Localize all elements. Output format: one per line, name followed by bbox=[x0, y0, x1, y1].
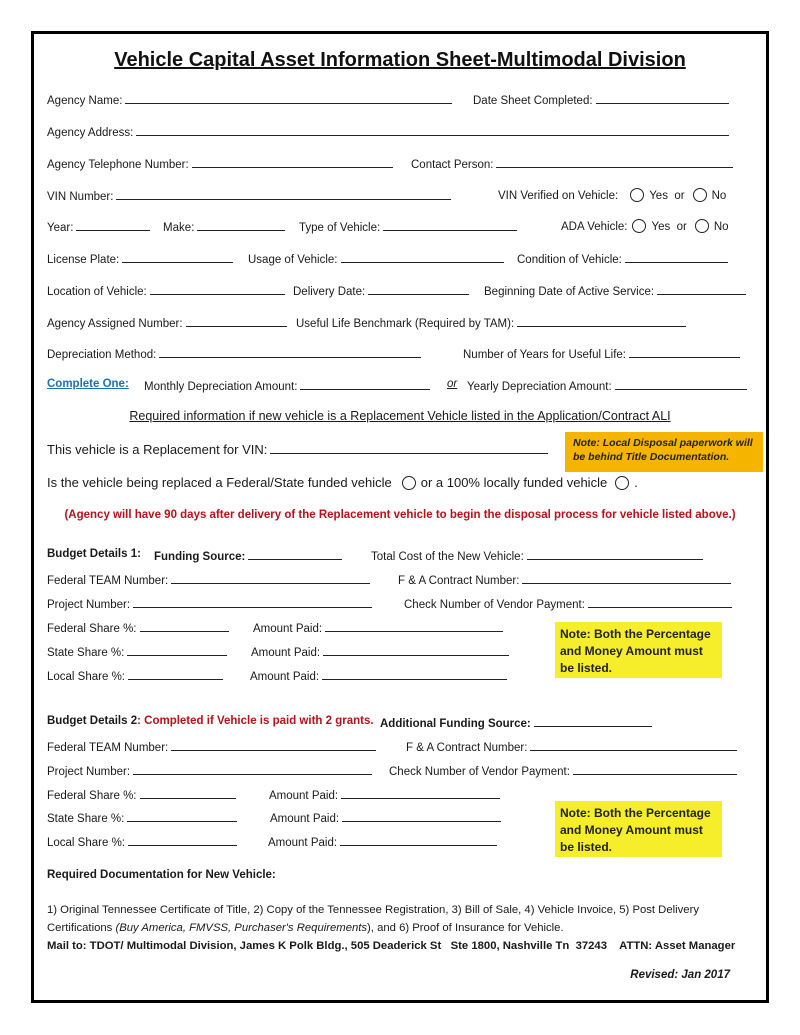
replacement-heading: Required information if new vehicle is a Replacement Vehicle listed in the Application/Contract ALI bbox=[129, 409, 671, 423]
vin-verified-label: VIN Verified on Vehicle: bbox=[498, 190, 619, 202]
vin-verified-group bbox=[498, 188, 726, 202]
yearly-depreciation-input[interactable] bbox=[615, 389, 747, 390]
federal-share-label: Federal Share %: bbox=[47, 790, 137, 802]
revised-date: Revised: Jan 2017 bbox=[630, 969, 730, 981]
type-of-vehicle-input[interactable] bbox=[383, 230, 517, 231]
agency-telephone-label: Agency Telephone Number: bbox=[47, 159, 189, 171]
license-plate-label: License Plate: bbox=[47, 254, 120, 266]
documentation-line2 bbox=[47, 922, 564, 934]
locally-funded-text: or a 100% locally funded vehicle bbox=[420, 475, 608, 490]
funding-source-label: Funding Source: bbox=[154, 551, 246, 563]
budget2-title: Budget Details 2 bbox=[47, 715, 138, 727]
license-plate-input[interactable] bbox=[122, 262, 233, 263]
ada-yes-radio[interactable] bbox=[632, 219, 646, 233]
amount-paid-label: Amount Paid: bbox=[253, 623, 323, 635]
make-label: Make: bbox=[163, 222, 195, 234]
agency-name-input[interactable] bbox=[125, 103, 452, 104]
ada-vehicle-group bbox=[561, 219, 729, 233]
delivery-date-field[interactable] bbox=[293, 282, 469, 298]
federal-state-funded-radio[interactable] bbox=[402, 476, 416, 490]
period: . bbox=[634, 475, 638, 490]
federal-team-input[interactable] bbox=[171, 583, 370, 584]
contact-person-input[interactable] bbox=[496, 167, 733, 168]
useful-life-benchmark-label: Useful Life Benchmark (Required by TAM): bbox=[296, 318, 515, 330]
b1-federal-team-field[interactable] bbox=[47, 571, 370, 587]
vin-verified-no-radio[interactable] bbox=[693, 188, 707, 202]
fa-contract-label: F & A Contract Number: bbox=[406, 742, 528, 754]
local-share-input[interactable] bbox=[128, 679, 223, 680]
yes-label: Yes bbox=[651, 221, 671, 233]
useful-life-benchmark-field[interactable] bbox=[296, 314, 686, 330]
replacement-vin-input[interactable] bbox=[270, 453, 548, 454]
agency-address-label: Agency Address: bbox=[47, 127, 134, 139]
federal-share-label: Federal Share %: bbox=[47, 623, 137, 635]
yearly-depreciation-field[interactable] bbox=[467, 377, 747, 393]
year-input[interactable] bbox=[76, 230, 150, 231]
usage-of-vehicle-field[interactable] bbox=[248, 250, 504, 266]
mail-to-address: Mail to: TDOT/ Multimodal Division, James K Polk Bldg., 505 Deaderick St Ste 1800, Nashville Tn 37243 ATTN: Asset Manager bbox=[47, 940, 736, 952]
page-title: Vehicle Capital Asset Information Sheet-Multimodal Division bbox=[114, 49, 686, 71]
additional-funding-field[interactable] bbox=[380, 714, 652, 730]
depreciation-method-field[interactable] bbox=[47, 345, 421, 361]
b2-federal-share-field[interactable] bbox=[47, 786, 236, 802]
b2-fa-contract-field[interactable] bbox=[406, 738, 737, 754]
disposal-warning: (Agency will have 90 days after delivery of the Replacement vehicle to begin the disposal process for vehicle listed above.) bbox=[64, 509, 736, 521]
state-share-input[interactable] bbox=[127, 655, 227, 656]
vin-number-field[interactable] bbox=[47, 187, 451, 203]
funding-question-text: Is the vehicle being replaced a Federal/State funded vehicle bbox=[47, 475, 392, 490]
additional-funding-label: Additional Funding Source: bbox=[380, 718, 531, 730]
fa-contract-label: F & A Contract Number: bbox=[398, 575, 520, 587]
location-of-vehicle-label: Location of Vehicle: bbox=[47, 286, 147, 298]
date-sheet-completed-input[interactable] bbox=[596, 103, 729, 104]
years-useful-life-field[interactable] bbox=[463, 345, 740, 361]
b1-project-number-field[interactable] bbox=[47, 595, 372, 611]
funding-source-input[interactable] bbox=[248, 559, 342, 560]
date-sheet-completed-field[interactable] bbox=[473, 91, 729, 107]
make-field[interactable] bbox=[163, 218, 285, 234]
or-label: or bbox=[674, 190, 685, 202]
amount-paid-input[interactable] bbox=[342, 821, 501, 822]
license-plate-field[interactable] bbox=[47, 250, 233, 266]
make-input[interactable] bbox=[197, 230, 285, 231]
project-number-input[interactable] bbox=[133, 607, 372, 608]
amount-paid-label: Amount Paid: bbox=[268, 837, 338, 849]
additional-funding-input[interactable] bbox=[534, 726, 652, 727]
federal-team-label: Federal TEAM Number: bbox=[47, 742, 169, 754]
b1-local-amount-field[interactable] bbox=[250, 667, 507, 683]
contact-person-field[interactable] bbox=[411, 155, 733, 171]
condition-of-vehicle-input[interactable] bbox=[625, 262, 728, 263]
federal-share-input[interactable] bbox=[140, 631, 230, 632]
check-number-label: Check Number of Vendor Payment: bbox=[404, 599, 585, 611]
documentation-line1: 1) Original Tennessee Certificate of Title, 2) Copy of the Tennessee Registration, 3) Bill of Sale, 4) Vehicle Invoice, 5) Post Delivery bbox=[47, 904, 699, 916]
ada-vehicle-label: ADA Vehicle: bbox=[561, 221, 628, 233]
date-sheet-completed-label: Date Sheet Completed: bbox=[473, 95, 593, 107]
agency-assigned-number-label: Agency Assigned Number: bbox=[47, 318, 183, 330]
agency-name-field[interactable] bbox=[47, 91, 452, 107]
amount-paid-input[interactable] bbox=[341, 798, 500, 799]
state-share-input[interactable] bbox=[127, 821, 237, 822]
federal-team-label: Federal TEAM Number: bbox=[47, 575, 169, 587]
federal-team-input[interactable] bbox=[171, 750, 376, 751]
year-label: Year: bbox=[47, 222, 74, 234]
amount-paid-label: Amount Paid: bbox=[269, 790, 339, 802]
contact-person-label: Contact Person: bbox=[411, 159, 494, 171]
doc-certifications: (Buy America, FMVSS, Purchaser's Requirements bbox=[115, 922, 368, 934]
budget1-note: Note: Both the Percentage and Money Amount must be listed. bbox=[555, 622, 722, 678]
replacement-vin-field[interactable] bbox=[47, 441, 548, 457]
amount-paid-input[interactable] bbox=[340, 845, 497, 846]
total-cost-label: Total Cost of the New Vehicle: bbox=[371, 551, 524, 563]
year-field[interactable] bbox=[47, 218, 150, 234]
funding-source-field[interactable] bbox=[154, 547, 342, 563]
fa-contract-input[interactable] bbox=[530, 750, 737, 751]
state-share-label: State Share %: bbox=[47, 647, 125, 659]
doc-text: ), and 6) Proof of Insurance for Vehicle. bbox=[367, 922, 564, 934]
budget2-subheading: : Completed if Vehicle is paid with 2 grants. bbox=[137, 715, 374, 727]
project-number-label: Project Number: bbox=[47, 766, 131, 778]
location-of-vehicle-field[interactable] bbox=[47, 282, 285, 298]
project-number-input[interactable] bbox=[133, 774, 372, 775]
agency-name-label: Agency Name: bbox=[47, 95, 123, 107]
amount-paid-input[interactable] bbox=[323, 655, 509, 656]
or-label: or bbox=[447, 378, 458, 390]
yes-label: Yes bbox=[649, 190, 668, 202]
amount-paid-input[interactable] bbox=[322, 679, 507, 680]
disposal-note: Note: Local Disposal paperwork will be behind Title Documentation. bbox=[565, 432, 763, 472]
local-share-input[interactable] bbox=[128, 845, 237, 846]
depreciation-method-label: Depreciation Method: bbox=[47, 349, 157, 361]
amount-paid-label: Amount Paid: bbox=[270, 813, 340, 825]
total-cost-field[interactable] bbox=[371, 547, 703, 563]
type-of-vehicle-label: Type of Vehicle: bbox=[299, 222, 381, 234]
b1-fa-contract-field[interactable] bbox=[398, 571, 731, 587]
yearly-depreciation-label: Yearly Depreciation Amount: bbox=[467, 381, 612, 393]
check-number-label: Check Number of Vendor Payment: bbox=[389, 766, 570, 778]
fa-contract-input[interactable] bbox=[522, 583, 731, 584]
budget2-heading bbox=[47, 715, 374, 727]
agency-telephone-field[interactable] bbox=[47, 155, 393, 171]
delivery-date-label: Delivery Date: bbox=[293, 286, 366, 298]
agency-telephone-input[interactable] bbox=[192, 167, 393, 168]
agency-assigned-number-field[interactable] bbox=[47, 314, 287, 330]
years-useful-life-label: Number of Years for Useful Life: bbox=[463, 349, 626, 361]
condition-of-vehicle-label: Condition of Vehicle: bbox=[517, 254, 622, 266]
local-share-label: Local Share %: bbox=[47, 671, 125, 683]
doc-text: Certifications bbox=[47, 922, 116, 934]
b2-project-number-field[interactable] bbox=[47, 762, 372, 778]
amount-paid-label: Amount Paid: bbox=[251, 647, 321, 659]
replacement-vin-label: This vehicle is a Replacement for VIN: bbox=[47, 442, 268, 457]
agency-assigned-number-input[interactable] bbox=[186, 326, 287, 327]
b2-federal-amount-field[interactable] bbox=[269, 786, 500, 802]
locally-funded-radio[interactable] bbox=[615, 476, 629, 490]
b2-local-amount-field[interactable] bbox=[268, 833, 497, 849]
b1-local-share-field[interactable] bbox=[47, 667, 223, 683]
depreciation-method-input[interactable] bbox=[159, 357, 421, 358]
no-label: No bbox=[711, 190, 727, 202]
amount-paid-label: Amount Paid: bbox=[250, 671, 320, 683]
funding-question bbox=[47, 475, 638, 490]
vin-number-input[interactable] bbox=[116, 199, 451, 200]
usage-of-vehicle-label: Usage of Vehicle: bbox=[248, 254, 338, 266]
vin-verified-yes-radio[interactable] bbox=[630, 188, 644, 202]
b2-local-share-field[interactable] bbox=[47, 833, 237, 849]
condition-of-vehicle-field[interactable] bbox=[517, 250, 728, 266]
useful-life-benchmark-input[interactable] bbox=[517, 326, 686, 327]
complete-one-label: Complete One: bbox=[47, 378, 129, 390]
b2-state-amount-field[interactable] bbox=[270, 809, 501, 825]
beginning-date-input[interactable] bbox=[657, 294, 746, 295]
documentation-heading: Required Documentation for New Vehicle: bbox=[47, 869, 276, 881]
b2-state-share-field[interactable] bbox=[47, 809, 237, 825]
b1-federal-share-field[interactable] bbox=[47, 619, 229, 635]
years-useful-life-input[interactable] bbox=[629, 357, 740, 358]
b1-state-share-field[interactable] bbox=[47, 643, 227, 659]
state-share-label: State Share %: bbox=[47, 813, 125, 825]
location-of-vehicle-input[interactable] bbox=[150, 294, 285, 295]
beginning-date-label: Beginning Date of Active Service: bbox=[484, 286, 655, 298]
amount-paid-input[interactable] bbox=[325, 631, 503, 632]
budget1-heading: Budget Details 1: bbox=[47, 548, 141, 560]
check-number-input[interactable] bbox=[588, 607, 732, 608]
or-label: or bbox=[676, 221, 687, 233]
total-cost-input[interactable] bbox=[527, 559, 703, 560]
b1-state-amount-field[interactable] bbox=[251, 643, 509, 659]
budget2-note: Note: Both the Percentage and Money Amount must be listed. bbox=[555, 801, 722, 857]
type-of-vehicle-field[interactable] bbox=[299, 218, 517, 234]
b2-federal-team-field[interactable] bbox=[47, 738, 376, 754]
agency-address-field[interactable] bbox=[47, 123, 729, 139]
vin-number-label: VIN Number: bbox=[47, 191, 114, 203]
monthly-depreciation-label: Monthly Depreciation Amount: bbox=[144, 381, 298, 393]
no-label: No bbox=[713, 221, 729, 233]
beginning-date-field[interactable] bbox=[484, 282, 746, 298]
b1-federal-amount-field[interactable] bbox=[253, 619, 503, 635]
agency-address-input[interactable] bbox=[136, 135, 729, 136]
project-number-label: Project Number: bbox=[47, 599, 131, 611]
b1-check-number-field[interactable] bbox=[404, 595, 732, 611]
monthly-depreciation-input[interactable] bbox=[300, 389, 430, 390]
ada-no-radio[interactable] bbox=[695, 219, 709, 233]
federal-share-input[interactable] bbox=[140, 798, 237, 799]
usage-of-vehicle-input[interactable] bbox=[341, 262, 504, 263]
check-number-input[interactable] bbox=[573, 774, 737, 775]
delivery-date-input[interactable] bbox=[368, 294, 469, 295]
b2-check-number-field[interactable] bbox=[389, 762, 737, 778]
local-share-label: Local Share %: bbox=[47, 837, 125, 849]
monthly-depreciation-field[interactable] bbox=[144, 377, 430, 393]
